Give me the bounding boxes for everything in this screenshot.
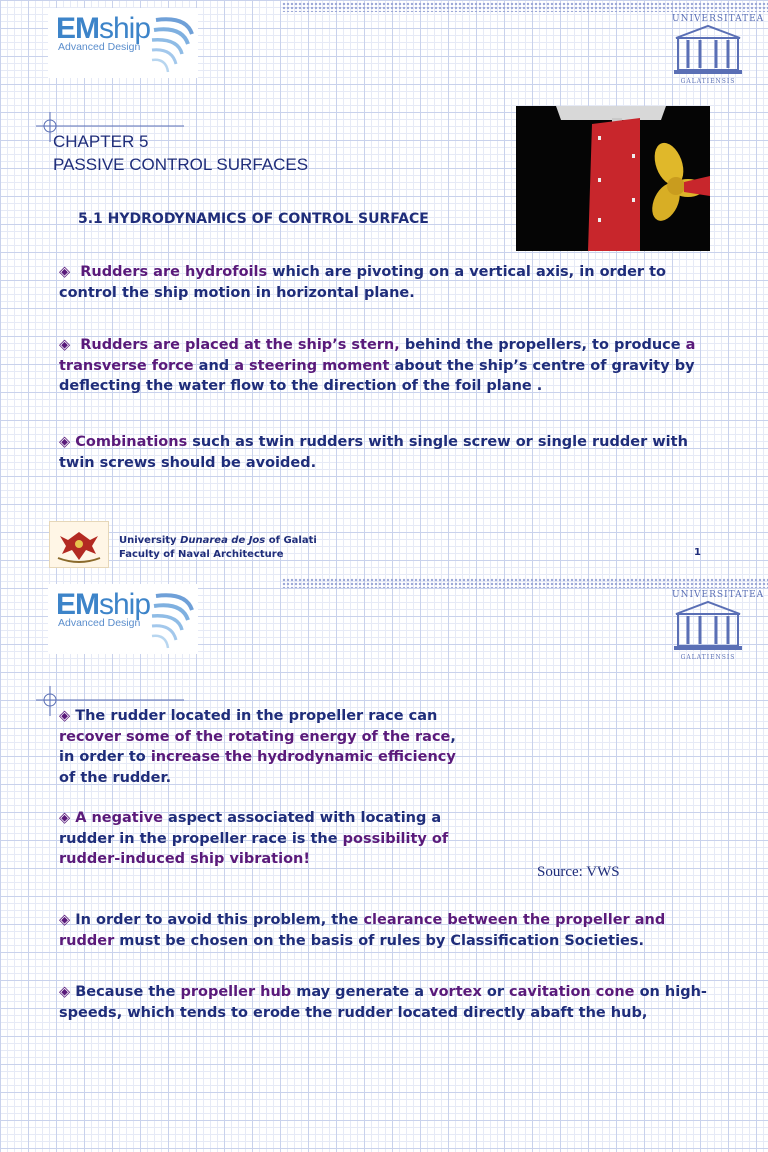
paragraph-text: Because the (75, 984, 181, 1000)
highlight-text: Rudders are hydrofoils (80, 264, 268, 280)
paragraph-text: about the ship’s centre of gravity by deflecting the water flow to the direction of the foil plane . (59, 357, 695, 394)
university-emblem-bottom-text: GALATIENSIS (680, 78, 736, 85)
paragraph-rudders-hydrofoils (59, 262, 719, 303)
university-emblem-top-text: UNIVERSITATEA (672, 14, 765, 24)
diamond-bullet-icon: ◈ (59, 434, 71, 450)
logo-ship: ship (99, 588, 151, 621)
header-dot-band (282, 578, 768, 588)
paragraph-propeller-hub (59, 982, 739, 1023)
university-emblem (672, 590, 765, 662)
diamond-bullet-icon: ◈ (59, 264, 71, 280)
highlight-text: recover some of the rotating energy of the race (59, 728, 451, 745)
diamond-bullet-icon: ◈ (59, 337, 71, 353)
footer-university-text (119, 534, 317, 562)
paragraph-text: may generate a (291, 984, 430, 1000)
paragraph-text: behind the propellers, to produce (399, 337, 686, 353)
emship-logo-subtitle: Advanced Design (58, 41, 141, 53)
paragraph-text: aspect associated with locating a rudder in the propeller race is the (59, 810, 442, 847)
footer-line-1 (119, 534, 317, 548)
paragraph-text: In order to avoid this problem, the (75, 912, 364, 928)
footer-line-2: Faculty of Naval Architecture (119, 549, 284, 560)
paragraph-text: such as twin rudders with single screw or single rudder with twin screws should be avoided. (59, 434, 688, 471)
university-emblem-top-text: UNIVERSITATEA (672, 590, 765, 600)
page-number: 1 (694, 547, 701, 558)
chapter-name: PASSIVE CONTROL SURFACES (53, 155, 309, 174)
highlight-text: cavitation cone (509, 984, 635, 1000)
footer-university-name: Dunarea de Jos (180, 535, 266, 546)
building-icon (672, 24, 744, 76)
paragraph-text: on high-speeds, which tends to erode the rudder located directly abaft the hub, (59, 984, 707, 1021)
paragraph-rudder-propeller-race (59, 706, 459, 788)
logo-ship: ship (99, 12, 151, 45)
diamond-bullet-icon: ◈ (59, 810, 71, 826)
highlight-text: Rudders are placed at the ship’s stern, (80, 337, 400, 353)
paragraph-text: and (193, 357, 235, 374)
image-source-caption: Source: VWS (537, 864, 620, 880)
galati-university-logo (49, 521, 109, 568)
paragraph-clearance (59, 910, 719, 951)
paragraph-combinations (59, 432, 719, 473)
highlight-text: a transverse force (59, 337, 696, 374)
header-dot-band (282, 2, 768, 12)
diamond-bullet-icon: ◈ (59, 912, 71, 928)
university-emblem-bottom-text: GALATIENSIS (680, 654, 736, 661)
paragraph-negative-aspect (59, 808, 459, 870)
slide-2 (0, 576, 768, 1152)
rudder-propeller-photo (516, 106, 710, 251)
emship-logo-subtitle: Advanced Design (58, 617, 141, 629)
footer-university-prefix: University (119, 535, 181, 546)
diamond-bullet-icon: ◈ (59, 708, 71, 724)
university-emblem (672, 14, 765, 86)
highlight-text: vortex (429, 984, 482, 1000)
chapter-number: CHAPTER 5 (53, 132, 149, 151)
paragraph-text: of the rudder. (59, 769, 172, 786)
logo-em: EM (56, 588, 99, 621)
highlight-text: clearance between the propeller and rudder (59, 912, 666, 949)
paragraph-text: , in order to (59, 728, 456, 765)
paragraph-text: must be chosen on the basis of rules by Classification Societies. (114, 932, 645, 949)
swirl-icon (146, 12, 198, 74)
paragraph-rudders-placement (59, 335, 719, 397)
logo-em: EM (56, 12, 99, 45)
highlight-text: propeller hub (180, 984, 292, 1000)
highlight-text: possibility of rudder-induced ship vibration! (59, 830, 449, 867)
highlight-text: increase the hydrodynamic efficiency (150, 749, 456, 765)
paragraph-text: The rudder located in the propeller race can (75, 708, 438, 724)
highlight-text: A negative (75, 810, 163, 826)
chapter-title (53, 130, 308, 176)
building-icon (672, 600, 744, 652)
paragraph-text: which are pivoting on a vertical axis, in order to control the ship motion in horizontal plane. (59, 264, 667, 301)
paragraph-text: or (481, 984, 510, 1000)
highlight-text: Combinations (75, 434, 188, 450)
diamond-bullet-icon: ◈ (59, 984, 71, 1000)
section-heading: 5.1 HYDRODYNAMICS OF CONTROL SURFACE (78, 211, 429, 227)
swirl-icon (146, 588, 198, 650)
footer-university-suffix: of Galati (265, 535, 317, 546)
highlight-text: a steering moment (234, 357, 390, 374)
